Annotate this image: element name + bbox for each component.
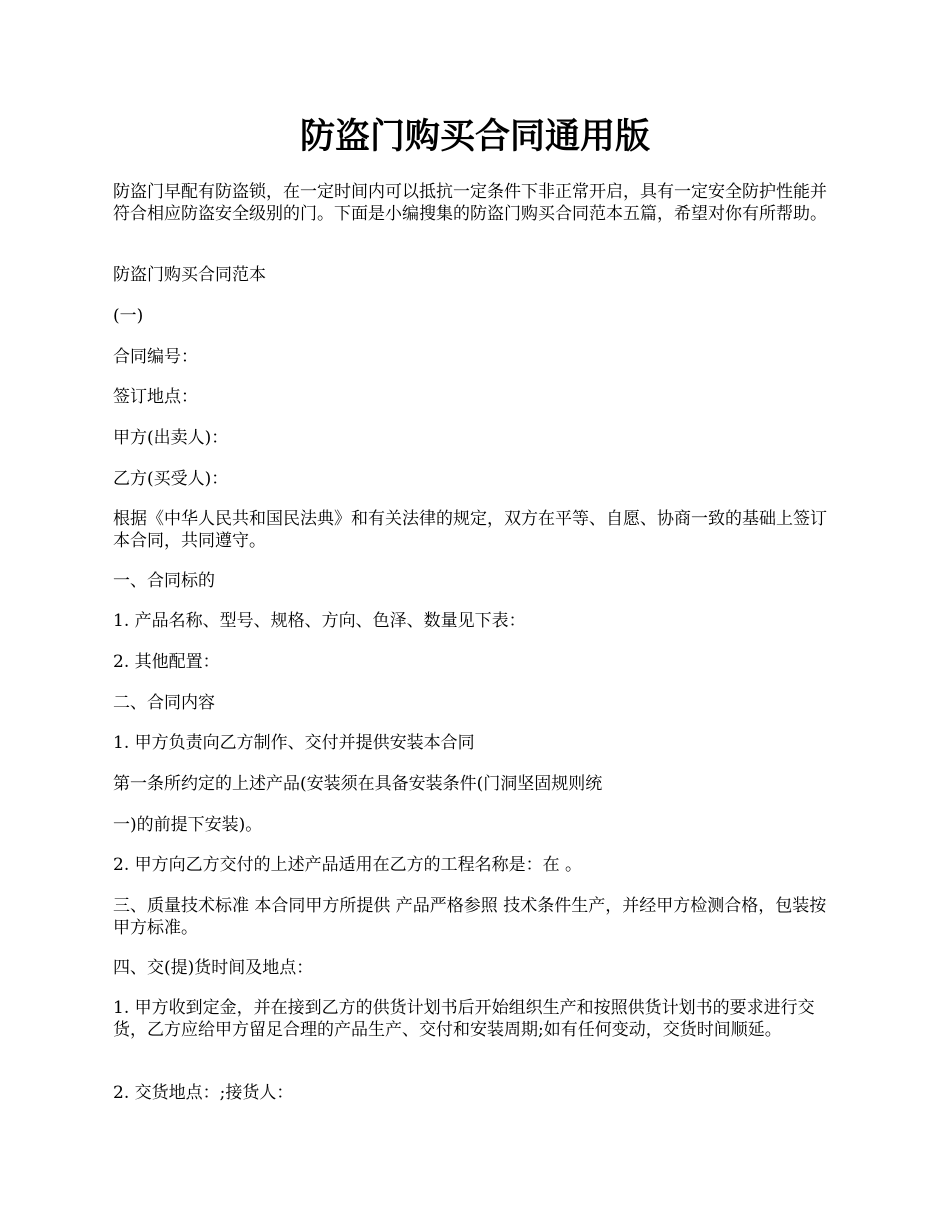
intro-paragraph: 防盗门早配有防盗锁，在一定时间内可以抵抗一定条件下非正常开启，具有一定安全防护性能并符合相应防盗安全级别的门。下面是小编搜集的防盗门购买合同范本五篇，希望对你有所帮助。	[113, 182, 827, 224]
template-number: (一)	[113, 306, 144, 326]
preamble-paragraph: 根据《中华人民共和国民法典》和有关法律的规定，双方在平等、自愿、协商一致的基础上签订本合同，共同遵守。	[113, 509, 827, 551]
section-heading-quality: 三、质量技术标准 本合同甲方所提供 产品严格参照 技术条件生产，并经甲方检测合格，包装按甲方标准。	[113, 896, 827, 938]
clause-2-1: 1. 甲方负责向乙方制作、交付并提供安装本合同	[113, 733, 475, 753]
clause-4-1: 1. 甲方收到定金，并在接到乙方的供货计划书后开始组织生产和按照供货计划书的要求进行交货，乙方应给甲方留足合理的产品生产、交付和安装周期;如有任何变动，交货时间顺延。	[113, 998, 815, 1040]
document-title: 防盗门购买合同通用版	[299, 116, 650, 157]
section-heading-templates: 防盗门购买合同范本	[113, 265, 266, 285]
clause-4-2: 2. 交货地点：;接货人：	[113, 1083, 294, 1103]
section-heading-content: 二、合同内容	[113, 693, 215, 713]
contract-number-label: 合同编号：	[113, 347, 198, 367]
clause-2-1-end: 一)的前提下安装)。	[113, 815, 263, 835]
clause-1-2: 2. 其他配置：	[113, 652, 220, 672]
clause-2-2: 2. 甲方向乙方交付的上述产品适用在乙方的工程名称是：在 。	[113, 855, 583, 875]
section-heading-delivery: 四、交(提)货时间及地点：	[113, 958, 314, 978]
party-a-label: 甲方(出卖人)：	[113, 428, 229, 448]
section-heading-subject: 一、合同标的	[113, 571, 215, 591]
party-b-label: 乙方(买受人)：	[113, 469, 229, 489]
clause-2-1-continued: 第一条所约定的上述产品(安装须在具备安装条件(门洞坚固规则统	[113, 774, 603, 794]
signing-location-label: 签订地点：	[113, 387, 198, 407]
clause-1-1: 1. 产品名称、型号、规格、方向、色泽、数量见下表：	[113, 611, 526, 631]
